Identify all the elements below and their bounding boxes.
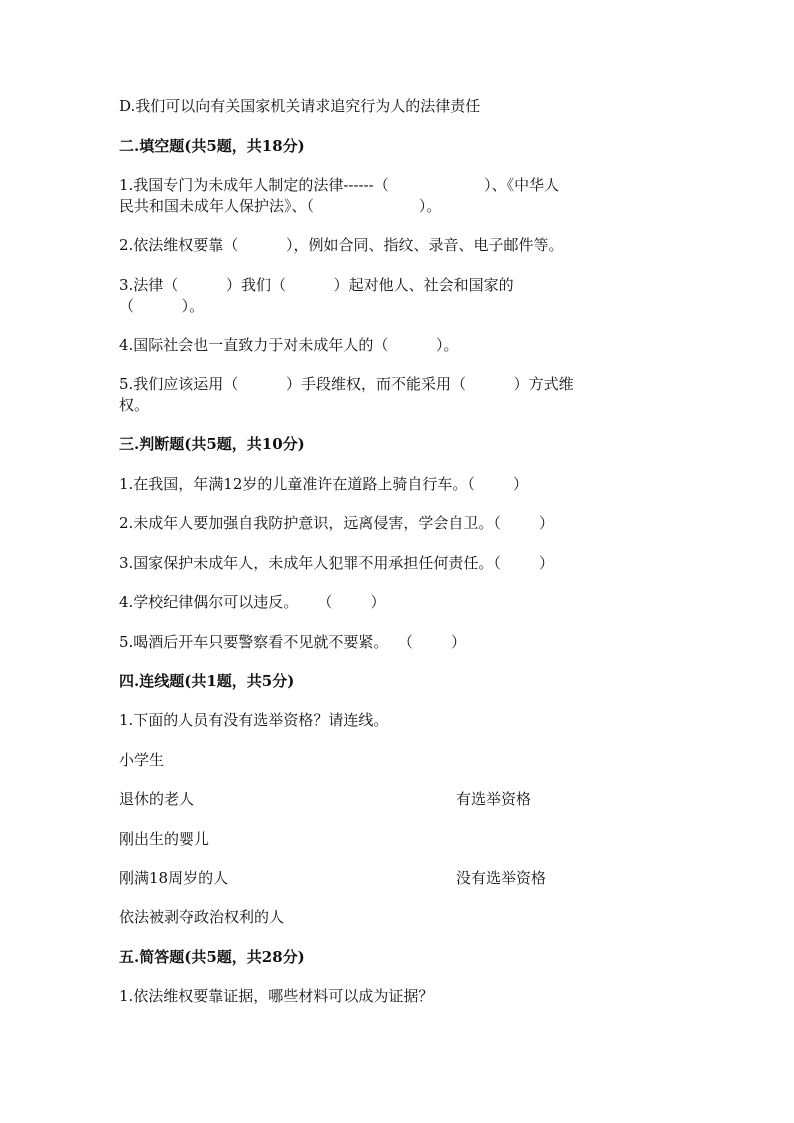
judge-q4: 4.学校纪律偶尔可以违反。 （ ）: [119, 593, 386, 611]
match-left-item: 退休的老人: [119, 790, 195, 808]
section4-heading: 四.连线题(共1题，共5分): [119, 672, 295, 690]
match-right-item: 没有选举资格: [456, 869, 547, 887]
fill-q2: 2.依法维权要靠（ ），例如合同、指纹、录音、电子邮件等。: [119, 236, 564, 254]
short-q1: 1.依法维权要靠证据，哪些材料可以成为证据？: [119, 987, 434, 1005]
section3-heading: 三.判断题(共5题，共10分): [119, 435, 305, 453]
fill-q5-line2: 权。: [119, 396, 150, 414]
match-left-item: 依法被剥夺政治权利的人: [119, 908, 285, 926]
match-right-item: 有选举资格: [456, 790, 532, 808]
fill-q1-line2: 民共和国未成年人保护法》、（ ）。: [119, 197, 442, 215]
match-left-item: 小学生: [119, 751, 165, 769]
judge-q5: 5.喝酒后开车只要警察看不见就不要紧。 （ ）: [119, 633, 466, 651]
fill-q3-line2: （ ）。: [119, 297, 205, 315]
option-d: D.我们可以向有关国家机关请求追究行为人的法律责任: [119, 97, 481, 115]
match-q1: 1.下面的人员有没有选举资格？请连线。: [119, 711, 389, 729]
fill-q1-line1: 1.我国专门为未成年人制定的法律------（ ）、《中华人: [119, 176, 560, 194]
fill-q3-line1: 3.法律（ ）我们（ ）起对他人、社会和国家的: [119, 276, 514, 294]
fill-q5-line1: 5.我们应该运用（ ）手段维权，而不能采用（ ）方式维: [119, 375, 574, 393]
judge-q3: 3.国家保护未成年人，未成年人犯罪不用承担任何责任。（ ）: [119, 554, 554, 572]
section5-heading: 五.简答题(共5题，共28分): [119, 948, 305, 966]
judge-q2: 2.未成年人要加强自我防护意识，远离侵害，学会自卫。（ ）: [119, 514, 554, 532]
section2-heading: 二.填空题(共5题，共18分): [119, 137, 305, 155]
match-left-item: 刚出生的婴儿: [119, 830, 210, 848]
fill-q4: 4.国际社会也一直致力于对未成年人的（ ）。: [119, 336, 459, 354]
match-left-item: 刚满18周岁的人: [119, 869, 229, 887]
judge-q1: 1.在我国，年满12岁的儿童准许在道路上骑自行车。（ ）: [119, 475, 529, 493]
